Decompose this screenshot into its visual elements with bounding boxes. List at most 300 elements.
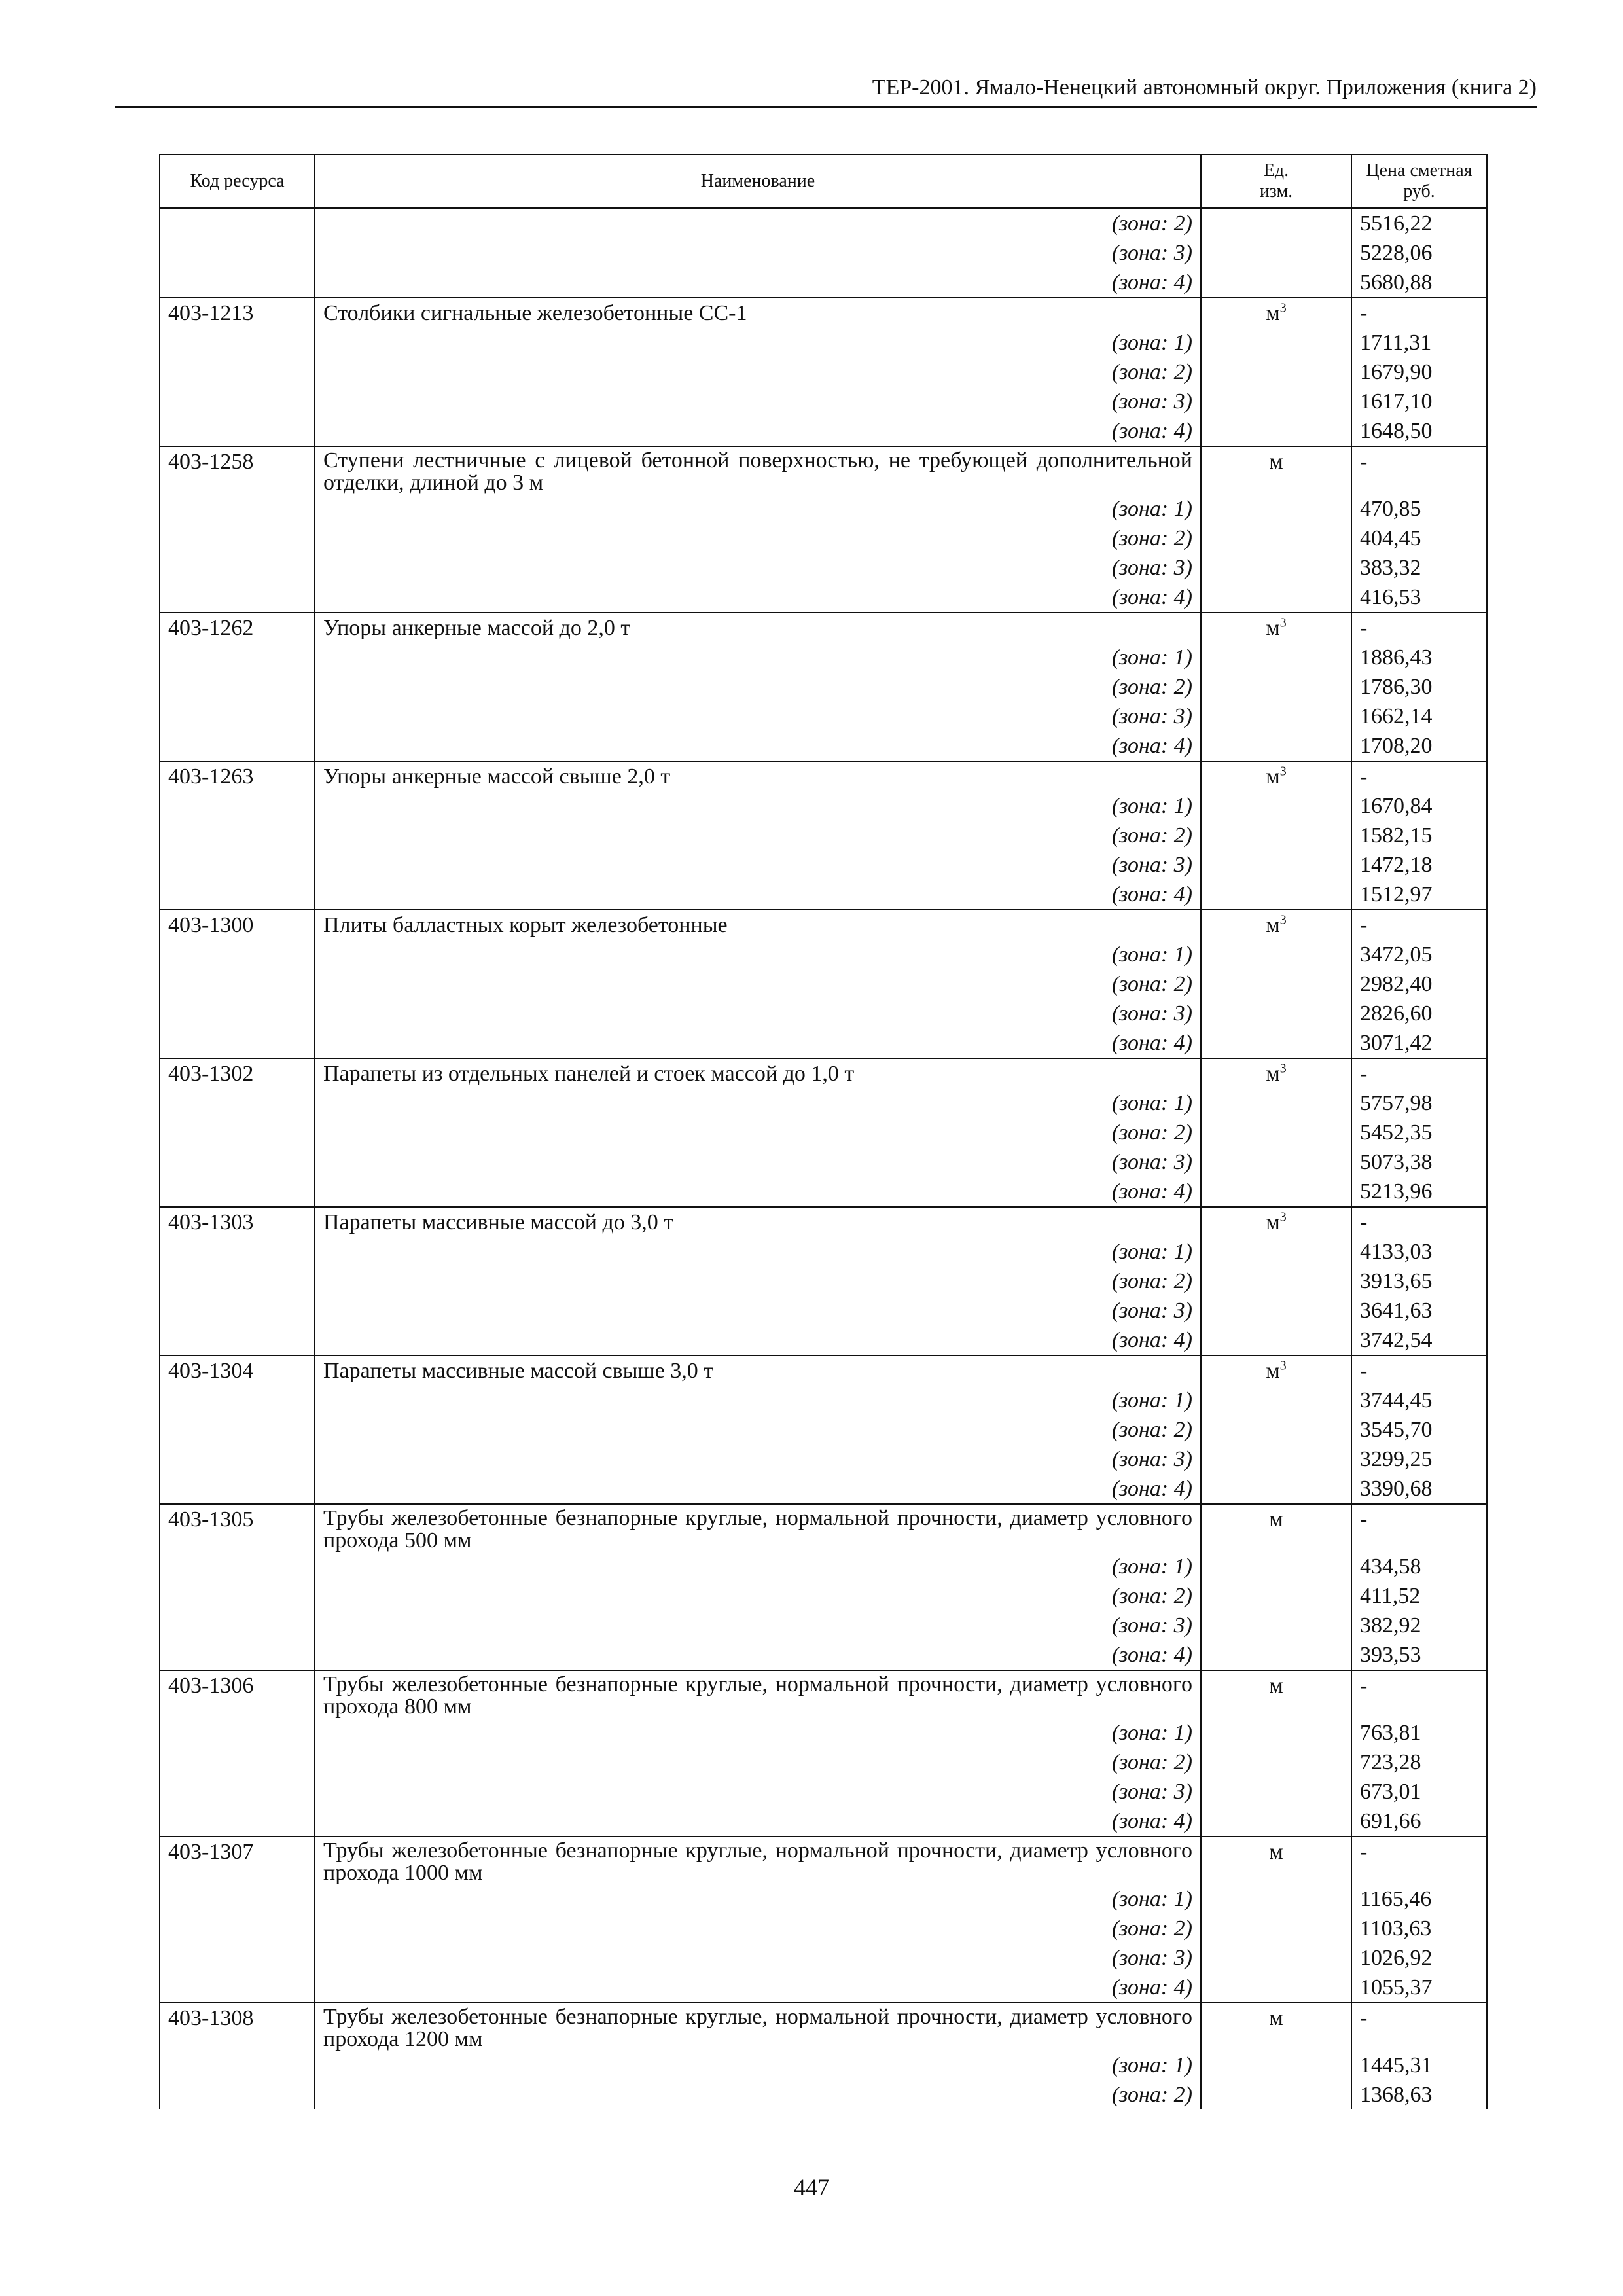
zone-row: [160, 1266, 1487, 1296]
empty-cell: [1201, 1884, 1351, 1914]
empty-cell: [160, 328, 315, 357]
empty-cell: [1201, 1147, 1351, 1177]
zone-price: 763,81: [1351, 1718, 1487, 1748]
zone-row: [160, 1777, 1487, 1806]
zone-label: (зона: 1): [315, 1718, 1201, 1748]
zone-row: [160, 791, 1487, 821]
zone-label: (зона: 2): [315, 672, 1201, 702]
zone-label: (зона: 1): [315, 1386, 1201, 1415]
empty-cell: [1201, 2051, 1351, 2080]
empty-cell: [1201, 1415, 1351, 1444]
zone-row: [160, 702, 1487, 731]
zone-row: [160, 1415, 1487, 1444]
empty-cell: [1201, 1640, 1351, 1670]
column-header-name: Наименование: [315, 154, 1201, 208]
empty-cell: [160, 1237, 315, 1266]
zone-price: 1026,92: [1351, 1943, 1487, 1973]
resource-code: 403-1263: [160, 761, 315, 791]
table-row: [160, 1207, 1487, 1237]
zone-row: [160, 1177, 1487, 1207]
zone-price: 5516,22: [1351, 208, 1487, 238]
empty-cell: [1201, 643, 1351, 672]
table-row: [160, 1058, 1487, 1088]
empty-cell: [160, 643, 315, 672]
zone-price: 411,52: [1351, 1581, 1487, 1611]
empty-cell: [1201, 524, 1351, 553]
base-price: -: [1351, 298, 1487, 328]
empty-cell: [1201, 1581, 1351, 1611]
empty-cell: [160, 1118, 315, 1147]
zone-row: [160, 672, 1487, 702]
zone-price: 434,58: [1351, 1552, 1487, 1581]
unit-of-measure: м: [1201, 1670, 1351, 1718]
zone-row: [160, 387, 1487, 416]
table-row: [160, 1837, 1487, 1884]
table-row: [160, 761, 1487, 791]
zone-label: (зона: 4): [315, 880, 1201, 910]
unit-of-measure: $м^3$: [1201, 1058, 1351, 1088]
empty-cell: [160, 1718, 315, 1748]
empty-cell: [1201, 1296, 1351, 1325]
unit-of-measure: м: [1201, 2003, 1351, 2051]
zone-price: 1670,84: [1351, 791, 1487, 821]
zone-price: 1103,63: [1351, 1914, 1487, 1943]
table-row: [160, 1670, 1487, 1718]
table-body: [160, 208, 1487, 2109]
zone-price: 1648,50: [1351, 416, 1487, 446]
empty-cell: [1201, 702, 1351, 731]
zone-label: (зона: 2): [315, 969, 1201, 999]
base-price: -: [1351, 761, 1487, 791]
zone-price: 1708,20: [1351, 731, 1487, 761]
empty-cell: [160, 1973, 315, 2003]
zone-row: [160, 880, 1487, 910]
table-row: [160, 910, 1487, 940]
zone-price: 470,85: [1351, 494, 1487, 524]
zone-price: 691,66: [1351, 1806, 1487, 1837]
empty-cell: [160, 1088, 315, 1118]
empty-cell: [160, 208, 315, 238]
unit-of-measure: м: [1201, 1504, 1351, 1552]
zone-label: (зона: 3): [315, 387, 1201, 416]
column-header-price: Цена сметная руб.: [1351, 154, 1487, 208]
zone-price: 673,01: [1351, 1777, 1487, 1806]
zone-price: 383,32: [1351, 553, 1487, 583]
base-price: -: [1351, 1207, 1487, 1237]
empty-cell: [160, 357, 315, 387]
zone-price: 1679,90: [1351, 357, 1487, 387]
empty-cell: [160, 702, 315, 731]
zone-label: (зона: 3): [315, 553, 1201, 583]
zone-row: [160, 1611, 1487, 1640]
empty-cell: [160, 1296, 315, 1325]
zone-price: 1786,30: [1351, 672, 1487, 702]
resource-code: 403-1306: [160, 1670, 315, 1718]
zone-price: 1617,10: [1351, 387, 1487, 416]
zone-row: [160, 1914, 1487, 1943]
zone-label: (зона: 1): [315, 1237, 1201, 1266]
zone-label: (зона: 3): [315, 850, 1201, 880]
zone-label: (зона: 1): [315, 1088, 1201, 1118]
zone-label: (зона: 3): [315, 1147, 1201, 1177]
empty-cell: [160, 583, 315, 613]
unit-of-measure: м: [1201, 446, 1351, 494]
zone-label: (зона: 4): [315, 1177, 1201, 1207]
zone-price: 3641,63: [1351, 1296, 1487, 1325]
zone-price: 4133,03: [1351, 1237, 1487, 1266]
empty-cell: [160, 1474, 315, 1504]
zone-row: [160, 1325, 1487, 1355]
empty-cell: [160, 1552, 315, 1581]
zone-label: (зона: 1): [315, 940, 1201, 969]
empty-cell: [160, 268, 315, 298]
empty-cell: [160, 940, 315, 969]
empty-cell: [1201, 1118, 1351, 1147]
empty-cell: [1201, 1028, 1351, 1058]
zone-price: 382,92: [1351, 1611, 1487, 1640]
zone-row: [160, 208, 1487, 238]
zone-row: [160, 494, 1487, 524]
empty-cell: [1201, 583, 1351, 613]
empty-cell: [1201, 1266, 1351, 1296]
empty-cell: [160, 1147, 315, 1177]
empty-cell: [160, 672, 315, 702]
empty-cell: [160, 821, 315, 850]
resource-name: Упоры анкерные массой до 2,0 т: [315, 613, 1201, 643]
unit-of-measure: $м^3$: [1201, 761, 1351, 791]
zone-label: (зона: 2): [315, 1581, 1201, 1611]
empty-cell: [160, 1177, 315, 1207]
zone-row: [160, 850, 1487, 880]
zone-row: [160, 2051, 1487, 2080]
zone-label: (зона: 4): [315, 1325, 1201, 1355]
empty-cell: [1201, 1177, 1351, 1207]
base-price: -: [1351, 1058, 1487, 1088]
zone-label: (зона: 2): [315, 1914, 1201, 1943]
zone-row: [160, 821, 1487, 850]
empty-cell: [160, 553, 315, 583]
zone-price: 1445,31: [1351, 2051, 1487, 2080]
zone-label: (зона: 2): [315, 1415, 1201, 1444]
zone-price: 723,28: [1351, 1748, 1487, 1777]
zone-label: (зона: 3): [315, 1777, 1201, 1806]
table-row: [160, 1355, 1487, 1386]
price-table: [159, 154, 1488, 2109]
zone-price: 1662,14: [1351, 702, 1487, 731]
empty-cell: [160, 1444, 315, 1474]
empty-cell: [160, 1611, 315, 1640]
zone-price: 3742,54: [1351, 1325, 1487, 1355]
zone-row: [160, 328, 1487, 357]
resource-code: 403-1262: [160, 613, 315, 643]
empty-cell: [160, 1777, 315, 1806]
zone-label: (зона: 3): [315, 702, 1201, 731]
zone-price: 3299,25: [1351, 1444, 1487, 1474]
empty-cell: [1201, 850, 1351, 880]
zone-row: [160, 1943, 1487, 1973]
table-row: [160, 446, 1487, 494]
zone-row: [160, 1748, 1487, 1777]
empty-cell: [160, 524, 315, 553]
empty-cell: [1201, 268, 1351, 298]
zone-label: (зона: 2): [315, 1266, 1201, 1296]
unit-of-measure: м: [1201, 1837, 1351, 1884]
zone-row: [160, 643, 1487, 672]
document-title: ТЕР-2001. Ямало-Ненецкий автономный округ. Приложения (книга 2): [872, 75, 1537, 99]
zone-price: 5213,96: [1351, 1177, 1487, 1207]
resource-code: 403-1307: [160, 1837, 315, 1884]
zone-label: (зона: 1): [315, 791, 1201, 821]
zone-label: (зона: 4): [315, 416, 1201, 446]
empty-cell: [160, 999, 315, 1028]
empty-cell: [1201, 1806, 1351, 1837]
empty-cell: [160, 1028, 315, 1058]
empty-cell: [160, 1748, 315, 1777]
zone-label: (зона: 2): [315, 2080, 1201, 2109]
zone-label: (зона: 3): [315, 1296, 1201, 1325]
resource-code: 403-1300: [160, 910, 315, 940]
zone-row: [160, 268, 1487, 298]
empty-cell: [1201, 1552, 1351, 1581]
zone-label: (зона: 4): [315, 1973, 1201, 2003]
resource-code: 403-1304: [160, 1355, 315, 1386]
table-row: [160, 2003, 1487, 2051]
zone-row: [160, 1444, 1487, 1474]
zone-label: (зона: 4): [315, 268, 1201, 298]
page-header: [115, 73, 1537, 108]
resource-code: 403-1302: [160, 1058, 315, 1088]
zone-row: [160, 1806, 1487, 1837]
zone-row: [160, 524, 1487, 553]
zone-row: [160, 1474, 1487, 1504]
empty-cell: [160, 1943, 315, 1973]
zone-row: [160, 1028, 1487, 1058]
page-number: 447: [794, 2174, 829, 2200]
zone-price: 5452,35: [1351, 1118, 1487, 1147]
empty-cell: [160, 494, 315, 524]
empty-cell: [1201, 880, 1351, 910]
resource-name: Плиты балластных корыт железобетонные: [315, 910, 1201, 940]
zone-label: (зона: 3): [315, 1444, 1201, 1474]
zone-label: (зона: 3): [315, 1611, 1201, 1640]
empty-cell: [1201, 1088, 1351, 1118]
empty-cell: [1201, 387, 1351, 416]
empty-cell: [1201, 553, 1351, 583]
zone-price: 5073,38: [1351, 1147, 1487, 1177]
zone-price: 5228,06: [1351, 238, 1487, 268]
empty-cell: [1201, 672, 1351, 702]
unit-of-measure: $м^3$: [1201, 613, 1351, 643]
empty-cell: [160, 791, 315, 821]
zone-price: 3390,68: [1351, 1474, 1487, 1504]
resource-name: Трубы железобетонные безнапорные круглые, нормальной прочности, диаметр условного прохода 500 мм: [315, 1504, 1201, 1552]
empty-cell: [1201, 1325, 1351, 1355]
empty-cell: [1201, 731, 1351, 761]
unit-of-measure: $м^3$: [1201, 910, 1351, 940]
empty-cell: [1201, 1914, 1351, 1943]
empty-cell: [160, 1266, 315, 1296]
zone-row: [160, 238, 1487, 268]
zone-row: [160, 357, 1487, 387]
base-price: -: [1351, 446, 1487, 494]
zone-price: 416,53: [1351, 583, 1487, 613]
resource-name: Трубы железобетонные безнапорные круглые, нормальной прочности, диаметр условного прохода 800 мм: [315, 1670, 1201, 1718]
empty-cell: [1201, 1386, 1351, 1415]
column-header-unit: Ед. изм.: [1201, 154, 1351, 208]
zone-row: [160, 583, 1487, 613]
empty-cell: [160, 1914, 315, 1943]
zone-price: 1368,63: [1351, 2080, 1487, 2109]
empty-cell: [1201, 940, 1351, 969]
empty-cell: [1201, 1474, 1351, 1504]
zone-row: [160, 1973, 1487, 2003]
empty-cell: [1201, 1777, 1351, 1806]
empty-cell: [1201, 238, 1351, 268]
zone-row: [160, 553, 1487, 583]
zone-label: (зона: 1): [315, 2051, 1201, 2080]
zone-label: (зона: 4): [315, 583, 1201, 613]
resource-name: Парапеты из отдельных панелей и стоек массой до 1,0 т: [315, 1058, 1201, 1088]
resource-name: Парапеты массивные массой до 3,0 т: [315, 1207, 1201, 1237]
resource-name: Парапеты массивные массой свыше 3,0 т: [315, 1355, 1201, 1386]
zone-label: (зона: 3): [315, 1943, 1201, 1973]
empty-cell: [1201, 1718, 1351, 1748]
zone-row: [160, 1552, 1487, 1581]
base-price: -: [1351, 1670, 1487, 1718]
zone-label: (зона: 2): [315, 821, 1201, 850]
empty-cell: [160, 969, 315, 999]
empty-cell: [160, 416, 315, 446]
empty-cell: [160, 1581, 315, 1611]
base-price: -: [1351, 1837, 1487, 1884]
zone-label: (зона: 4): [315, 731, 1201, 761]
empty-cell: [1201, 791, 1351, 821]
empty-cell: [160, 850, 315, 880]
zone-price: 1165,46: [1351, 1884, 1487, 1914]
resource-name: Упоры анкерные массой свыше 2,0 т: [315, 761, 1201, 791]
zone-label: (зона: 2): [315, 524, 1201, 553]
empty-cell: [160, 2051, 315, 2080]
zone-price: 1055,37: [1351, 1973, 1487, 2003]
resource-code: 403-1258: [160, 446, 315, 494]
zone-price: 2982,40: [1351, 969, 1487, 999]
empty-cell: [1201, 1237, 1351, 1266]
resource-name: Трубы железобетонные безнапорные круглые, нормальной прочности, диаметр условного прохода 1200 мм: [315, 2003, 1201, 2051]
empty-cell: [1201, 821, 1351, 850]
base-price: -: [1351, 2003, 1487, 2051]
base-price: -: [1351, 910, 1487, 940]
empty-cell: [1201, 328, 1351, 357]
base-price: -: [1351, 1355, 1487, 1386]
zone-price: 404,45: [1351, 524, 1487, 553]
unit-of-measure: $м^3$: [1201, 1355, 1351, 1386]
empty-cell: [1201, 969, 1351, 999]
zone-price: 3545,70: [1351, 1415, 1487, 1444]
zone-row: [160, 2080, 1487, 2109]
zone-row: [160, 1718, 1487, 1748]
zone-price: 1711,31: [1351, 328, 1487, 357]
zone-label: (зона: 2): [315, 1118, 1201, 1147]
zone-price: 1582,15: [1351, 821, 1487, 850]
zone-row: [160, 1237, 1487, 1266]
empty-cell: [1201, 1943, 1351, 1973]
zone-label: (зона: 1): [315, 1884, 1201, 1914]
zone-row: [160, 1640, 1487, 1670]
unit-of-measure: $м^3$: [1201, 298, 1351, 328]
zone-row: [160, 940, 1487, 969]
zone-label: (зона: 2): [315, 208, 1201, 238]
empty-cell: [160, 238, 315, 268]
zone-price: 5680,88: [1351, 268, 1487, 298]
zone-row: [160, 1581, 1487, 1611]
base-price: -: [1351, 613, 1487, 643]
zone-price: 2826,60: [1351, 999, 1487, 1028]
zone-price: 3744,45: [1351, 1386, 1487, 1415]
zone-label: (зона: 1): [315, 643, 1201, 672]
zone-row: [160, 416, 1487, 446]
zone-label: (зона: 3): [315, 238, 1201, 268]
zone-label: (зона: 4): [315, 1474, 1201, 1504]
zone-label: (зона: 3): [315, 999, 1201, 1028]
zone-price: 3071,42: [1351, 1028, 1487, 1058]
empty-cell: [160, 1386, 315, 1415]
zone-label: (зона: 1): [315, 1552, 1201, 1581]
empty-cell: [160, 731, 315, 761]
zone-price: 1472,18: [1351, 850, 1487, 880]
zone-row: [160, 1884, 1487, 1914]
zone-price: 3913,65: [1351, 1266, 1487, 1296]
resource-code: 403-1303: [160, 1207, 315, 1237]
table-row: [160, 1504, 1487, 1552]
zone-label: (зона: 1): [315, 494, 1201, 524]
base-price: -: [1351, 1504, 1487, 1552]
zone-row: [160, 731, 1487, 761]
zone-row: [160, 999, 1487, 1028]
empty-cell: [1201, 1973, 1351, 2003]
zone-label: (зона: 2): [315, 357, 1201, 387]
empty-cell: [160, 1640, 315, 1670]
zone-price: 3472,05: [1351, 940, 1487, 969]
column-header-code: Код ресурса: [160, 154, 315, 208]
empty-cell: [1201, 208, 1351, 238]
zone-label: (зона: 2): [315, 1748, 1201, 1777]
empty-cell: [1201, 1444, 1351, 1474]
empty-cell: [1201, 1611, 1351, 1640]
zone-row: [160, 1088, 1487, 1118]
resource-name: Ступени лестничные с лицевой бетонной поверхностью, не требующей дополнительной отделки, длиной до 3 м: [315, 446, 1201, 494]
resource-code: 403-1305: [160, 1504, 315, 1552]
resource-code: 403-1213: [160, 298, 315, 328]
zone-price: 393,53: [1351, 1640, 1487, 1670]
zone-label: (зона: 1): [315, 328, 1201, 357]
table-header-row: [160, 154, 1487, 208]
empty-cell: [1201, 999, 1351, 1028]
empty-cell: [160, 2080, 315, 2109]
resource-name: Столбики сигнальные железобетонные СС-1: [315, 298, 1201, 328]
empty-cell: [160, 1806, 315, 1837]
zone-label: (зона: 4): [315, 1028, 1201, 1058]
empty-cell: [1201, 1748, 1351, 1777]
zone-label: (зона: 4): [315, 1806, 1201, 1837]
zone-row: [160, 969, 1487, 999]
zone-row: [160, 1386, 1487, 1415]
empty-cell: [160, 1884, 315, 1914]
empty-cell: [160, 1325, 315, 1355]
empty-cell: [160, 1415, 315, 1444]
empty-cell: [160, 880, 315, 910]
zone-price: 5757,98: [1351, 1088, 1487, 1118]
zone-price: 1512,97: [1351, 880, 1487, 910]
